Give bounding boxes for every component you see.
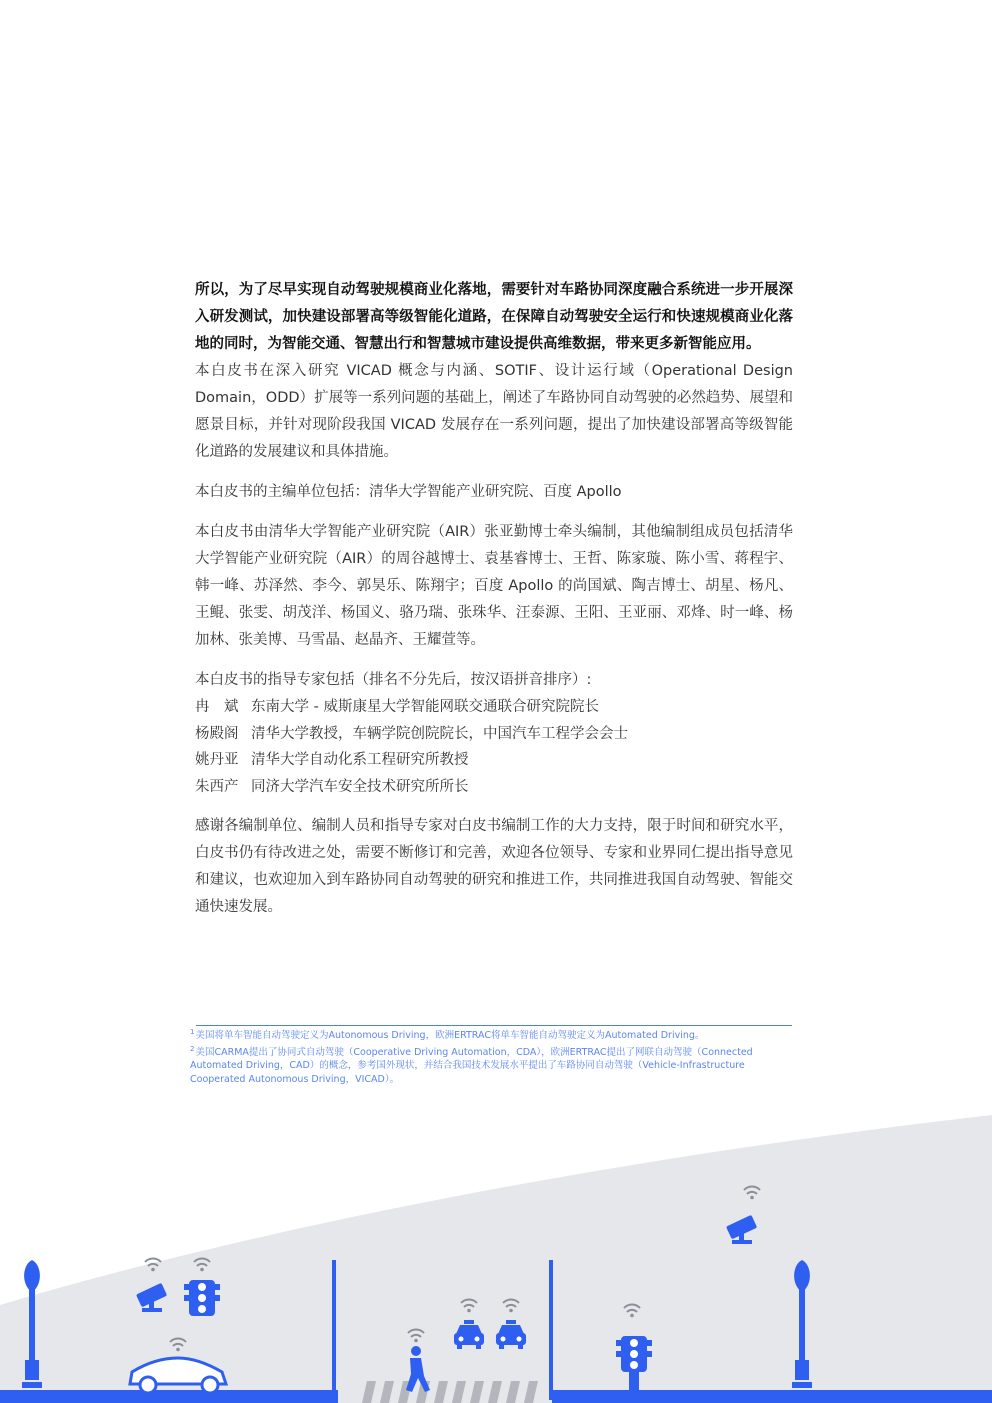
- footnote-text: 美国CARMA提出了协同式自动驾驶（Cooperative Driving Automation，CDA），欧洲ERTRAC提出了网联自动驾驶（Connected Automated Driving，CAD）的概念，参考国外现状，并结合我国技术发展水平提出了车路协同自动驾驶（Vehicle-Infrastructure Cooperated Autonomous Driving，VICAD）。: [190, 1046, 753, 1085]
- traffic-light-icon: [184, 1280, 220, 1316]
- footnote-text: 美国将单车智能自动驾驶定义为Autonomous Driving，欧洲ERTRAC将单车智能自动驾驶定义为Automated Driving。: [195, 1030, 705, 1041]
- main-text: [195, 277, 793, 921]
- expert-title: 同济大学汽车安全技术研究所所长: [251, 778, 469, 795]
- expert-name: 冉 斌: [195, 699, 239, 715]
- summary-paragraph: 本白皮书在深入研究 VICAD 概念与内涵、SOTIF、设计运行域（Operational Design Domain，ODD）扩展等一系列问题的基础上，阐述了车路协同自动驾驶的必然趋势、展望和愿景目标，并针对现阶段我国 VICAD 发展存在一系列问题，提出了加快建设部署高等级智能化道路的发展建议和具体措施。: [195, 363, 793, 460]
- footnote-number: 2: [190, 1044, 195, 1053]
- expert-row: [195, 721, 793, 748]
- road-right: [552, 1390, 992, 1403]
- footnote: [190, 1026, 792, 1043]
- footnotes: [190, 1025, 792, 1086]
- traffic-light-pole: [629, 1372, 639, 1390]
- editor-units-paragraph: 本白皮书的主编单位包括：清华大学智能产业研究院、百度 Apollo: [195, 484, 622, 500]
- road-left: [0, 1390, 338, 1403]
- expert-title: 清华大学自动化系工程研究所教授: [251, 752, 469, 768]
- intro-bold-paragraph: 所以，为了尽早实现自动驾驶规模商业化落地，需要针对车路协同深度融合系统进一步开展深入研发测试，加快建设部署高等级智能化道路，在保障自动驾驶安全运行和快速规模商业化落地的同时，为智能交通、智慧出行和智慧城市建设提供高维数据，带来更多新智能应用。: [195, 282, 793, 352]
- expert-list: [195, 694, 793, 800]
- expert-name: 杨殿阁: [195, 725, 239, 742]
- expert-row: [195, 747, 793, 774]
- expert-row: [195, 694, 793, 721]
- expert-name: 朱西产: [195, 778, 239, 795]
- experts-intro: 本白皮书的指导专家包括（排名不分先后，按汉语拼音排序）:: [195, 672, 592, 688]
- expert-row: [195, 774, 793, 801]
- thanks-paragraph: 感谢各编制单位、编制人员和指导专家对白皮书编制工作的大力支持，限于时间和研究水平，白皮书仍有待改进之处，需要不断修订和完善，欢迎各位领导、专家和业界同仁提出指导意见和建议，也欢迎加入到车路协同自动驾驶的研究和推进工作，共同推进我国自动驾驶、智能交通快速发展。: [195, 818, 793, 915]
- divider-pole: [332, 1260, 336, 1400]
- divider-pole: [549, 1260, 553, 1400]
- editors-paragraph: 本白皮书由清华大学智能产业研究院（AIR）张亚勤博士牵头编制，其他编制组成员包括清华大学智能产业研究院（AIR）的周谷越博士、袁基睿博士、王哲、陈家璇、陈小雪、蒋程宇、韩一峰、苏泽然、李今、郭昊乐、陈翔宇；百度 Apollo 的尚国斌、陶吉博士、胡星、杨凡、王鲲、张雯、胡茂洋、杨国义、骆乃瑞、张珠华、汪泰源、王阳、王亚丽、邓烽、时一峰、杨加林、张美博、马雪晶、赵晶齐、王耀萱等。: [195, 524, 793, 648]
- expert-name: 姚丹亚: [195, 752, 239, 768]
- traffic-light-icon: [616, 1336, 652, 1372]
- footnote-number: 1: [190, 1028, 195, 1036]
- road-illustration: [0, 1100, 992, 1403]
- expert-title: 清华大学教授，车辆学院创院院长，中国汽车工程学会会士: [251, 725, 628, 742]
- footnote: [190, 1043, 792, 1087]
- expert-title: 东南大学 - 威斯康星大学智能网联交通联合研究院院长: [251, 699, 599, 715]
